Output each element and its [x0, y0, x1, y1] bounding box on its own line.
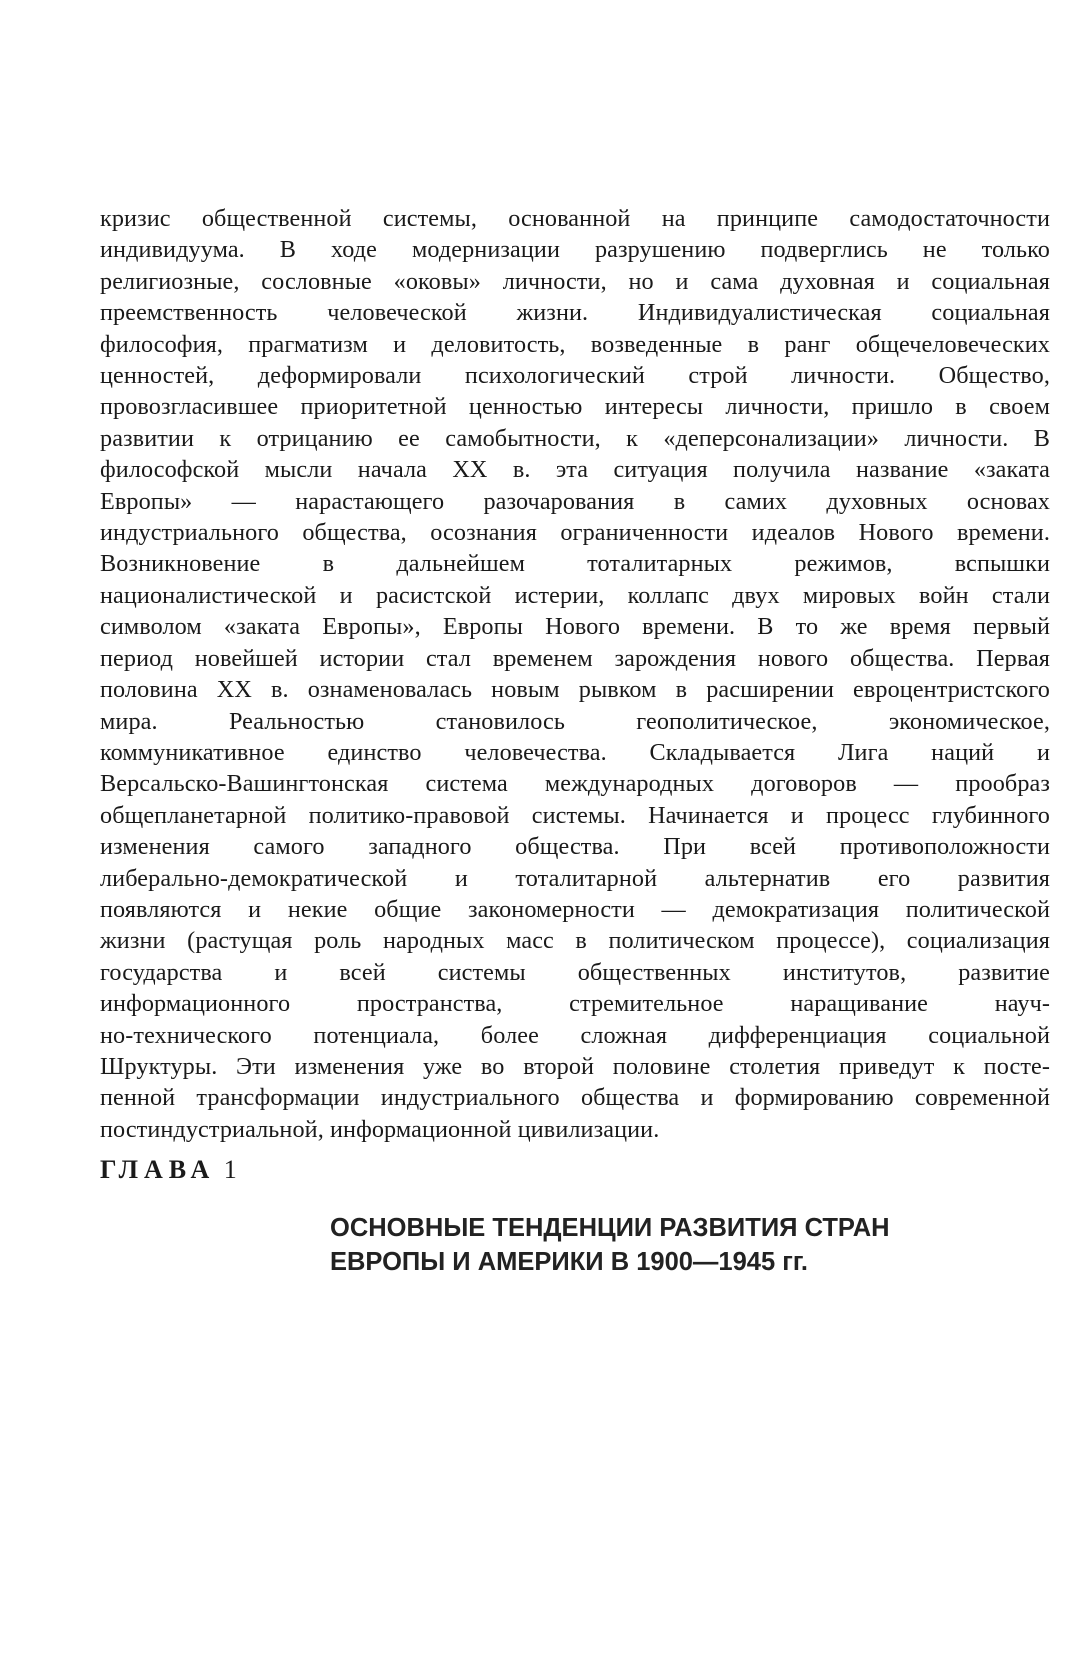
body-line: кризис общественной системы, основанной на принципе самодостаточности: [100, 205, 1050, 232]
body-line: националистической и расистской истерии, коллапс двух мировых войн стали: [100, 581, 1050, 609]
body-line: Возникновение в дальнейшем тоталитарных режимов, вспышки: [100, 550, 1050, 578]
body-line: символом «заката Европы», Европы Нового времени. В то же время первый: [100, 613, 1050, 641]
body-line: государства и всей системы общественных институтов, развитие: [100, 958, 1050, 986]
body-line: развитии к отрицанию ее самобытности, к «деперсонализации» личности. В: [100, 424, 1050, 452]
body-line: Версальско-Вашингтонская система международных договоров — прообраз: [100, 770, 1050, 798]
body-line: ценностей, деформировали психологический строй личности. Общество,: [100, 362, 1050, 390]
body-line: либерально-демократической и тоталитарной альтернатив его развития: [100, 864, 1050, 892]
body-line: период новейшей истории стал временем зарождения нового общества. Первая: [100, 644, 1050, 672]
body-line: индивидуума. В ходе модернизации разрушению подверглись не только: [100, 236, 1050, 264]
page-content: [100, 203, 1050, 1279]
body-line: Шруктуры. Эти изменения уже во второй половине столетия приведут к посте-: [100, 1052, 1050, 1080]
body-line: преемственность человеческой жизни. Индивидуалистическая социальная: [100, 299, 1050, 327]
body-line: пенной трансформации индустриального общества и формированию современной: [100, 1084, 1050, 1112]
body-line: появляются и некие общие закономерности — демократизация политической: [100, 895, 1050, 923]
body-line: но-технического потенциала, более сложная дифференциация социальной: [100, 1021, 1050, 1049]
body-line: индустриального общества, осознания ограниченности идеалов Нового времени.: [100, 519, 1050, 547]
chapter-number: 1: [223, 1155, 237, 1185]
chapter-label: [100, 1153, 1050, 1187]
body-line: мира. Реальностью становилось геополитическое, экономическое,: [100, 707, 1050, 735]
body-line: философия, прагматизм и деловитость, возведенные в ранг общечеловеческих: [100, 330, 1050, 358]
body-line: половина XX в. ознаменовалась новым рывком в расширении евроцентристского: [100, 676, 1050, 704]
chapter-title: [330, 1211, 1050, 1279]
body-line: жизни (растущая роль народных масс в политическом процессе), социализация: [100, 927, 1050, 955]
body-paragraph: [100, 203, 1050, 1145]
body-line: религиозные, сословные «оковы» личности, но и сама духовная и социальная: [100, 267, 1050, 295]
chapter-title-line: ОСНОВНЫЕ ТЕНДЕНЦИИ РАЗВИТИЯ СТРАН: [330, 1214, 890, 1243]
chapter-title-line: ЕВРОПЫ И АМЕРИКИ В 1900—1945 гг.: [330, 1248, 809, 1277]
body-line: Европы» — нарастающего разочарования в самих духовных основах: [100, 487, 1050, 515]
body-line: философской мысли начала XX в. эта ситуация получила название «заката: [100, 456, 1050, 484]
body-line: провозгласившее приоритетной ценностью интересы личности, пришло в своем: [100, 393, 1050, 421]
body-line: постиндустриальной, информационной цивилизации.: [100, 1115, 660, 1143]
body-line: изменения самого западного общества. При всей противоположности: [100, 833, 1050, 861]
body-line: коммуникативное единство человечества. Складывается Лига наций и: [100, 738, 1050, 766]
body-line: общепланетарной политико-правовой системы. Начинается и процесс глубинного: [100, 801, 1050, 829]
chapter-word: ГЛАВА: [100, 1155, 216, 1185]
body-line: информационного пространства, стремительное наращивание науч-: [100, 990, 1050, 1018]
